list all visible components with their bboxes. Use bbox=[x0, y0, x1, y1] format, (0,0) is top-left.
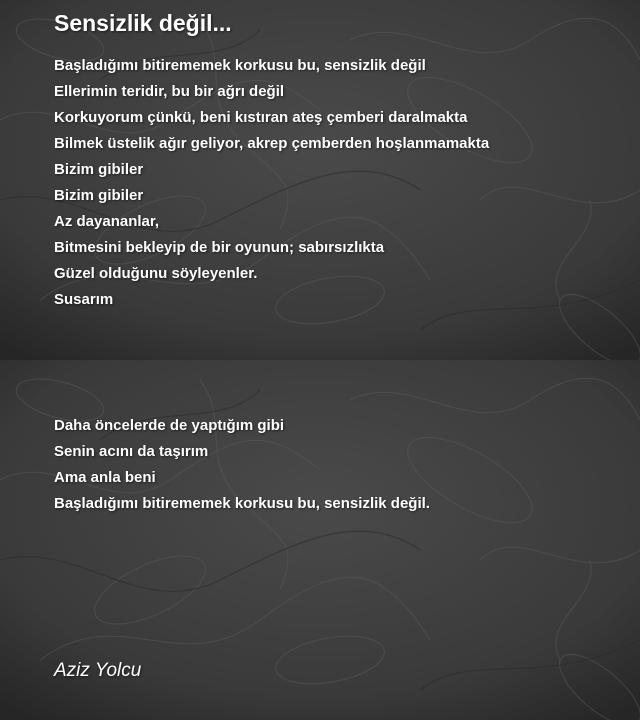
poem-line: Bitmesini bekleyip de bir oyunun; sabırsızlıkta bbox=[54, 239, 385, 256]
poem-line: Korkuyorum çünkü, beni kıstıran ateş çemberi daralmakta bbox=[54, 109, 468, 126]
poem-line: Senin acını da taşırım bbox=[54, 443, 209, 460]
poem-line: Az dayananlar, bbox=[54, 213, 160, 230]
poem-title: Sensizlik değil... bbox=[54, 10, 232, 36]
stanza-first bbox=[54, 53, 489, 313]
poem-line: Başladığımı bitirememek korkusu bu, sensizlik değil. bbox=[54, 495, 430, 512]
poem-line: Ama anla beni bbox=[54, 469, 156, 486]
poem-line: Bilmek üstelik ağır geliyor, akrep çemberden hoşlanmamakta bbox=[54, 135, 490, 152]
poem-line: Ellerimin teridir, bu bir ağrı değil bbox=[54, 83, 285, 100]
poem-line: Başladığımı bitirememek korkusu bu, sensizlik değil bbox=[54, 57, 426, 74]
stanza-second bbox=[54, 413, 430, 517]
poem-line: Güzel olduğunu söyleyenler. bbox=[54, 265, 258, 282]
poem-author: Aziz Yolcu bbox=[54, 660, 142, 681]
poem-line: Bizim gibiler bbox=[54, 161, 144, 178]
poem-line: Bizim gibiler bbox=[54, 187, 144, 204]
poem-line: Daha öncelerde de yaptığım gibi bbox=[54, 417, 285, 434]
poem-line: Susarım bbox=[54, 291, 114, 308]
